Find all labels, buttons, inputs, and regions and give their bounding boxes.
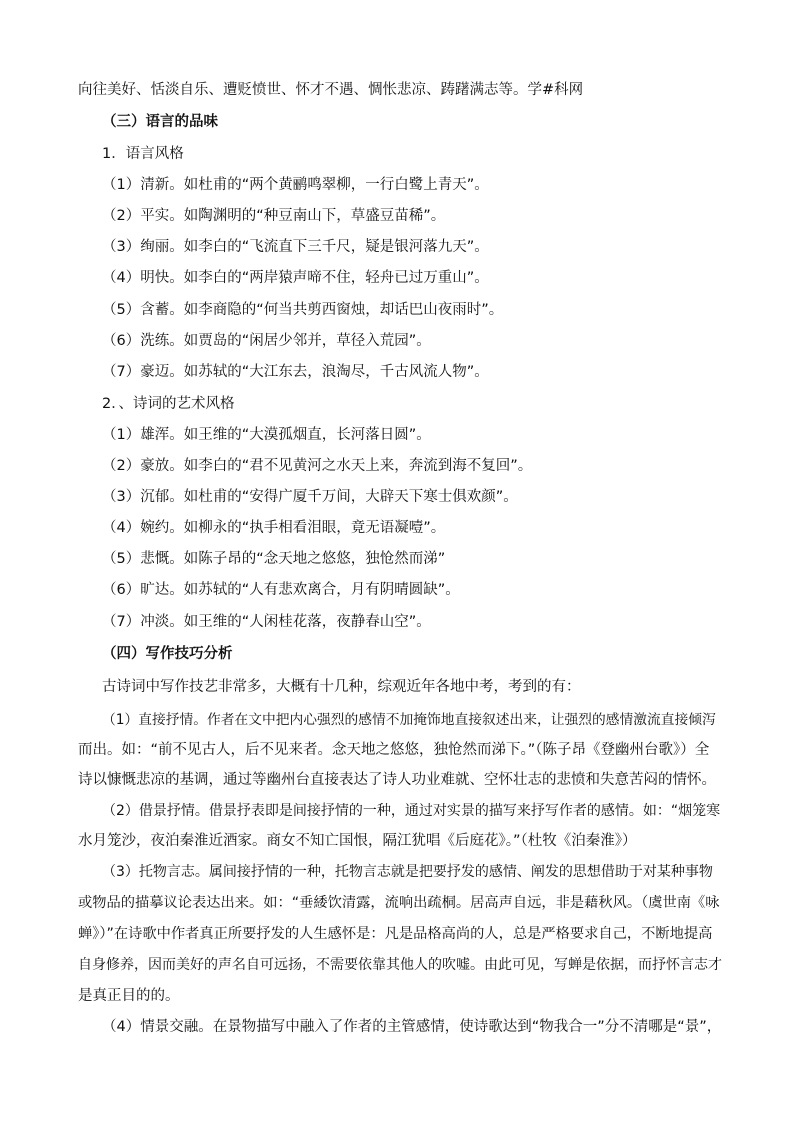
paragraph-line: 而出。如：“前不见古人，后不见来者。念天地之悠悠，独怆然而涕下。”（陈子昂《登幽州台歌》）全: [78, 742, 710, 758]
text-line: 向往美好、恬淡自乐、遭贬愤世、怀才不遇、惆怅悲凉、踌躇满志等。学#科网: [78, 82, 584, 98]
list-item: （3）沉郁。如杜甫的“安得广厦千万间，大辟天下寒士俱欢颜”。: [102, 489, 518, 505]
paragraph-line: 自身修养，因而美好的声名自可远扬，不需要依靠其他人的吹嘘。由此可见，写蝉是依据，而抒怀言志才: [78, 957, 722, 973]
list-item: （1）清新。如杜甫的“两个黄鹂鸣翠柳，一行白鹭上青天”。: [102, 177, 489, 193]
paragraph-line: 水月笼沙，夜泊秦淮近酒家。商女不知亡国恨，隔江犹唱《后庭花》。”（杜牧《泊秦淮》）: [78, 833, 637, 849]
list-item: （4）明快。如李白的“两岸猿声啼不住，轻舟已过万重山”。: [102, 270, 489, 286]
list-item: （5）含蓄。如李商隐的“何当共剪西窗烛，却话巴山夜雨时”。: [102, 302, 504, 318]
section-heading: （三）语言的品味: [102, 114, 218, 130]
list-item: （1）雄浑。如王维的“大漠孤烟直，长河落日圆”。: [102, 427, 431, 443]
subheading: 2．、诗词的艺术风格: [102, 396, 235, 412]
section-heading: （四）写作技巧分析: [102, 646, 233, 662]
paragraph-line: 或物品的描摹议论表达出来。如：“垂緌饮清露，流响出疏桐。居高声自远，非是藉秋风。（虞世南《咏: [78, 895, 720, 911]
list-item: （5）悲慨。如陈子昂的“念天地之悠悠，独怆然而涕”: [102, 551, 446, 567]
paragraph-line: 蝉》）”在诗歌中作者真正所要抒发的人生感怀是：凡是品格高尚的人，总是严格要求自己，不断地提高: [78, 926, 713, 942]
paragraph-line: （1）直接抒情。作者在文中把内心强烈的感情不加掩饰地直接叙述出来，让强烈的感情激流直接倾泻: [102, 712, 716, 728]
list-item: （6）洗练。如贾岛的“闲居少邻并，草径入荒园”。: [102, 333, 431, 349]
list-item: （7）冲淡。如王维的“人闲桂花落，夜静春山空”。: [102, 614, 431, 630]
list-item: （2）平实。如陶渊明的“种豆南山下，草盛豆苗稀”。: [102, 208, 446, 224]
paragraph-line: 古诗词中写作技艺非常多，大概有十几种，综观近年各地中考，考到的有：: [102, 679, 581, 695]
paragraph-line: 是真正目的的。: [78, 988, 180, 1004]
list-item: （4）婉约。如柳永的“执手相看泪眼，竟无语凝噎”。: [102, 520, 446, 536]
paragraph-line: （3）托物言志。属间接抒情的一种，托物言志就是把要抒发的感情、阐发的思想借助于对某种事物: [102, 864, 713, 880]
paragraph-line: 诗以慷慨悲凉的基调，通过等幽州台直接表达了诗人功业难就、空怀壮志的悲愤和失意苦闷的情怀。: [78, 772, 716, 788]
subheading: 1．语言风格: [102, 146, 184, 162]
list-item: （7）豪迈。如苏轼的“大江东去，浪淘尽，千古风流人物”。: [102, 364, 489, 380]
paragraph-line: （4）情景交融。在景物描写中融入了作者的主管感情，使诗歌达到“物我合一”分不清哪是“景”，: [102, 1019, 722, 1035]
paragraph-line: （2）借景抒情。借景抒表即是间接抒情的一种，通过对实景的描写来抒写作者的感情。如：“烟笼寒: [102, 803, 721, 819]
list-item: （6）旷达。如苏轼的“人有悲欢离合，月有阴晴圆缺”。: [102, 582, 460, 598]
list-item: （2）豪放。如李白的“君不见黄河之水天上来，奔流到海不复回”。: [102, 458, 533, 474]
list-item: （3）绚丽。如李白的“飞流直下三千尺，疑是银河落九天”。: [102, 239, 489, 255]
